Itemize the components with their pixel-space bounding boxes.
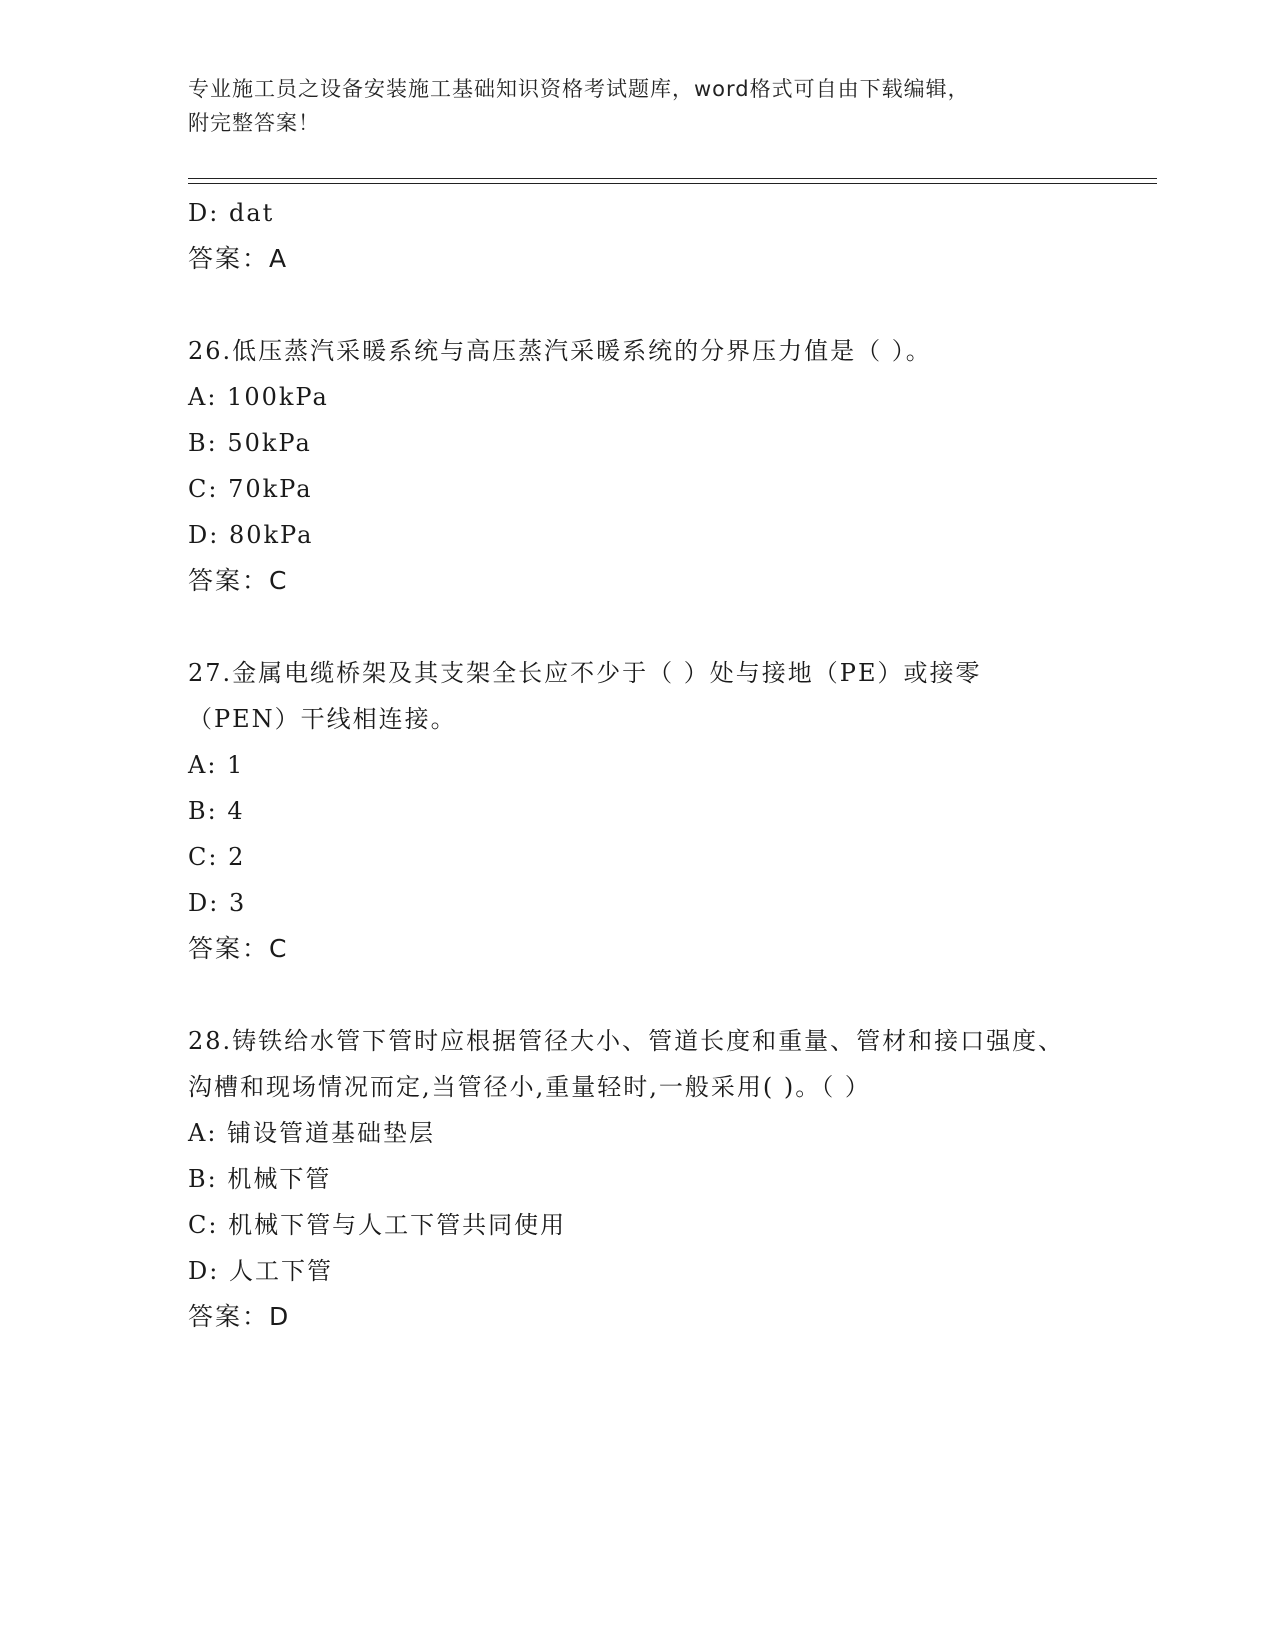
answer: 答案：D bbox=[188, 1302, 291, 1331]
option-c: C: 2 bbox=[188, 843, 246, 871]
question-text: 28.铸铁给水管下管时应根据管径大小、管道长度和重量、管材和接口强度、沟槽和现场情况而定,当管径小,重量轻时,一般采用( )。（ ） bbox=[188, 1027, 1065, 1101]
header-divider-top bbox=[188, 178, 1157, 179]
question-27 bbox=[188, 650, 1088, 972]
document-header bbox=[188, 72, 1068, 140]
prev-answer: 答案：A bbox=[188, 244, 289, 273]
option-b: B: 机械下管 bbox=[188, 1165, 332, 1193]
option-a: A: 100kPa bbox=[188, 383, 329, 411]
answer: 答案：C bbox=[188, 566, 289, 595]
answer: 答案：C bbox=[188, 934, 289, 963]
question-26 bbox=[188, 328, 1088, 604]
question-28 bbox=[188, 1018, 1088, 1340]
option-a: A: 铺设管道基础垫层 bbox=[188, 1119, 436, 1147]
question-text: 26.低压蒸汽采暖系统与高压蒸汽采暖系统的分界压力值是（ ）。 bbox=[188, 337, 932, 365]
option-c: C: 70kPa bbox=[188, 475, 313, 503]
question-text: 27.金属电缆桥架及其支架全长应不少于（ ）处与接地（PE）或接零（PEN）干线相连接。 bbox=[188, 659, 982, 733]
question-list bbox=[188, 190, 1088, 1340]
option-b: B: 4 bbox=[188, 797, 245, 825]
option-c: C: 机械下管与人工下管共同使用 bbox=[188, 1211, 567, 1239]
prev-option-d: D: dat bbox=[188, 199, 275, 227]
option-a: A: 1 bbox=[188, 751, 245, 779]
header-line-2: 附完整答案！ bbox=[188, 111, 320, 135]
header-line-1: 专业施工员之设备安装施工基础知识资格考试题库，word格式可自由下载编辑， bbox=[188, 77, 970, 101]
option-d: D: 人工下管 bbox=[188, 1257, 333, 1285]
header-divider-bottom bbox=[188, 183, 1157, 184]
option-d: D: 3 bbox=[188, 889, 247, 917]
option-d: D: 80kPa bbox=[188, 521, 314, 549]
option-b: B: 50kPa bbox=[188, 429, 312, 457]
